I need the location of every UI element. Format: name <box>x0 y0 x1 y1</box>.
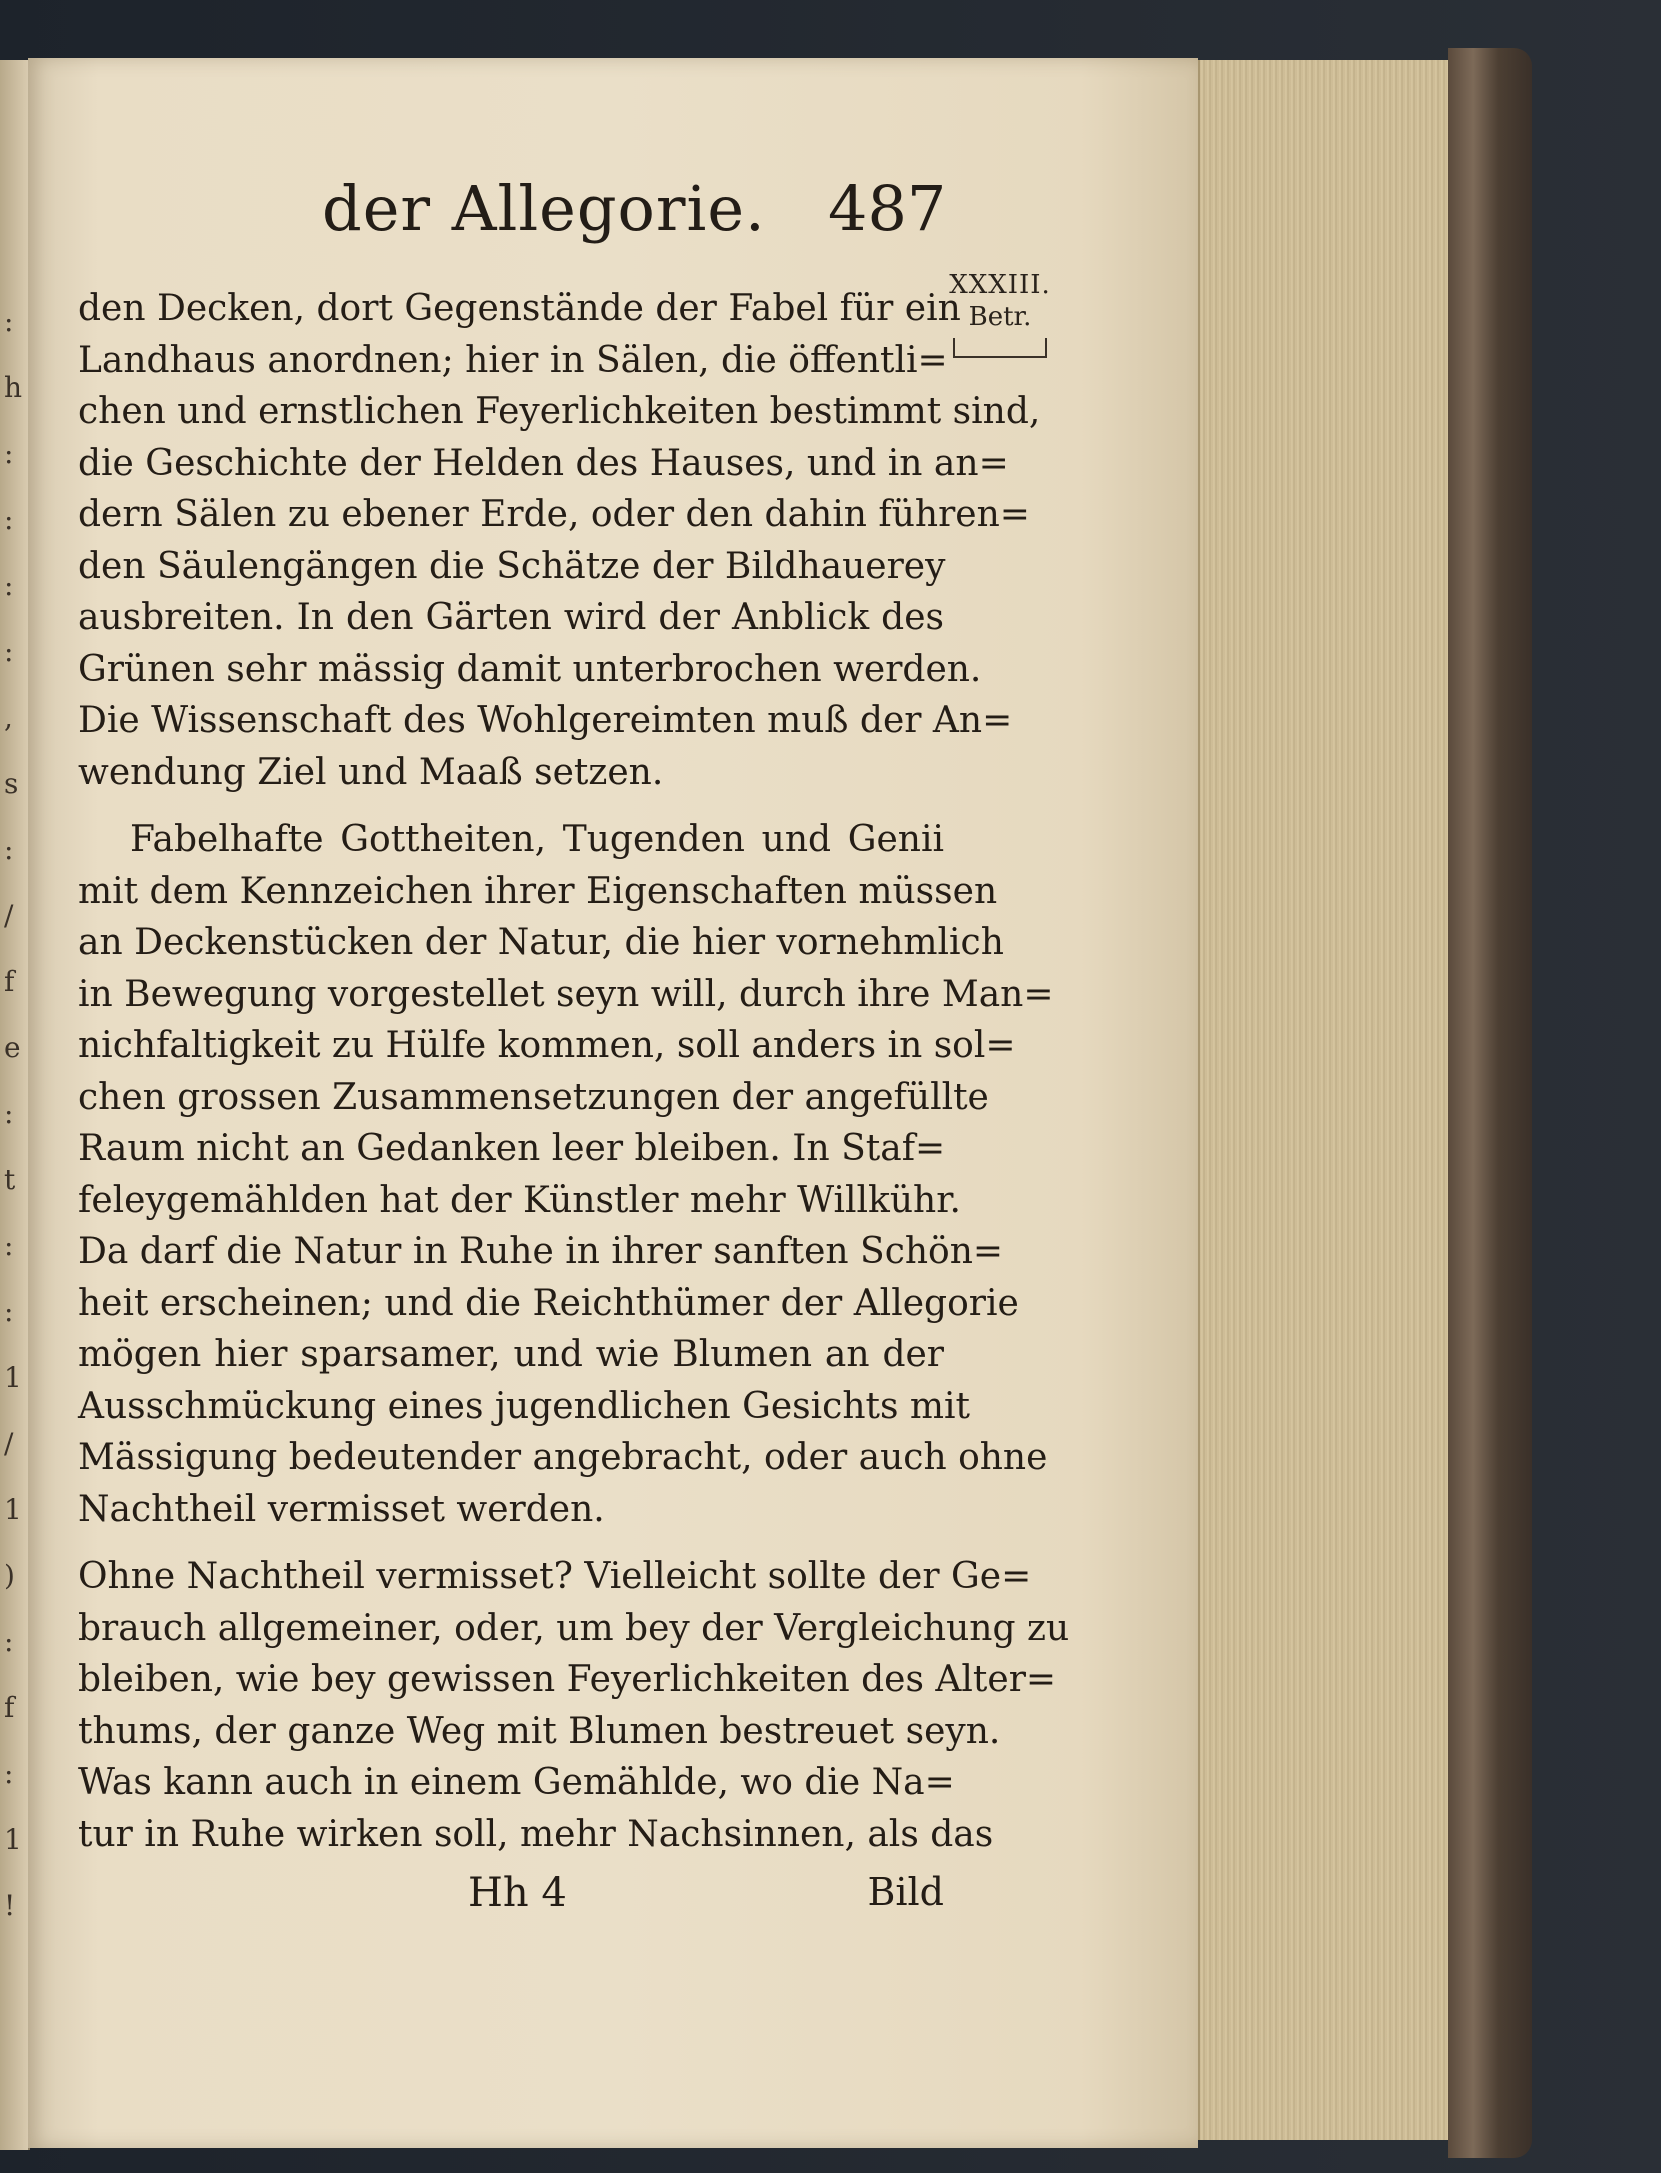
text-line: Grünen sehr mässig damit unterbrochen werden. <box>78 648 982 690</box>
gutter-letter: : <box>4 503 14 536</box>
gutter-letter: e <box>4 1031 21 1064</box>
text-line: chen und ernstlichen Feyerlichkeiten bestimmt sind, <box>78 391 1041 432</box>
facing-page-gutter-letters <box>0 60 28 2150</box>
gutter-letter: : <box>4 1229 14 1262</box>
text-line: brauch allgemeiner, oder, um bey der Vergleichung zu <box>78 1607 1070 1649</box>
paragraph <box>78 814 1054 1535</box>
text-line: in Bewegung vorgestellet seyn will, durch ihre Man= <box>78 973 1054 1015</box>
text-line: Nachtheil vermisset werden. <box>78 1488 605 1530</box>
text-line: tur in Ruhe wirken soll, mehr Nachsinnen, als das <box>78 1813 994 1855</box>
text-line: Raum nicht an Gedanken leer bleiben. In Staf= <box>78 1128 946 1169</box>
gutter-letter: : <box>4 1097 14 1130</box>
gutter-letter: : <box>4 569 14 602</box>
gutter-letter: / <box>4 899 14 932</box>
marginal-abbreviation: Betr. <box>968 302 1032 332</box>
running-title: der Allegorie. <box>322 172 766 245</box>
page-footer <box>78 1870 944 1930</box>
paragraph-gap <box>78 798 944 814</box>
gutter-letter: : <box>4 1625 14 1658</box>
text-line: den Decken, dort Gegenstände der Fabel für ein <box>78 288 961 329</box>
paragraph <box>78 1551 1070 1860</box>
text-line: chen grossen Zusammensetzungen der angefüllte <box>78 1076 989 1118</box>
text-line: an Deckenstücken der Natur, die hier vornehmlich <box>78 922 1004 963</box>
marginal-bracket <box>953 338 1047 358</box>
text-line: Da darf die Natur in Ruhe in ihrer sanften Schön= <box>78 1231 1004 1272</box>
page-block-edge <box>1198 60 1450 2140</box>
gutter-letter: 1 <box>4 1493 22 1526</box>
gutter-letter: ) <box>4 1559 15 1592</box>
gutter-letter: : <box>4 635 14 668</box>
gutter-letter: ! <box>4 1889 16 1922</box>
gutter-letter: : <box>4 305 14 338</box>
text-line: thums, der ganze Weg mit Blumen bestreuet seyn. <box>78 1710 1001 1752</box>
text-line: den Säulengängen die Schätze der Bildhauerey <box>78 545 946 587</box>
text-line: Fabelhafte Gottheiten, Tugenden und Genii <box>130 819 944 860</box>
page-header <box>60 172 960 262</box>
paragraph-gap <box>78 1535 944 1551</box>
text-line: heit erscheinen; und die Reichthümer der Allegorie <box>78 1282 1019 1324</box>
text-line: ausbreiten. In den Gärten wird der Anblick des <box>78 597 944 638</box>
text-line: feleygemählden hat der Künstler mehr Willkühr. <box>78 1179 961 1221</box>
gutter-letter: : <box>4 437 14 470</box>
gutter-letter: f <box>4 1691 15 1724</box>
marginal-number: XXXIII. <box>949 270 1051 300</box>
text-line: die Geschichte der Helden des Hauses, und in an= <box>78 442 1009 484</box>
text-line: Ausschmückung eines jugendlichen Gesichts mit <box>78 1385 971 1427</box>
gutter-letter: , <box>4 701 13 734</box>
gutter-letter: : <box>4 833 14 866</box>
gutter-letter: t <box>4 1163 16 1196</box>
text-line: Ohne Nachtheil vermisset? Vielleicht sollte der Ge= <box>78 1556 1032 1597</box>
signature-mark: Hh 4 <box>468 1870 567 1916</box>
text-line: Was kann auch in einem Gemählde, wo die Na= <box>78 1762 955 1803</box>
gutter-letter: / <box>4 1427 14 1460</box>
gutter-letter: : <box>4 1757 14 1790</box>
text-line: Die Wissenschaft des Wohlgereimten muß der An= <box>78 700 1013 741</box>
catchword: Bild <box>867 1870 944 1914</box>
gutter-letter: 1 <box>4 1361 22 1394</box>
text-line: Mässigung bedeutender angebracht, oder auch ohne <box>78 1437 1048 1478</box>
gutter-letter: h <box>4 371 23 404</box>
text-line: wendung Ziel und Maaß setzen. <box>78 751 664 793</box>
text-line: bleiben, wie bey gewissen Feyerlichkeiten des Alter= <box>78 1659 1057 1700</box>
book-cover <box>1448 48 1532 2158</box>
gutter-letter: f <box>4 965 15 998</box>
text-line: mit dem Kennzeichen ihrer Eigenschaften müssen <box>78 870 998 912</box>
gutter-letter: 1 <box>4 1823 22 1856</box>
text-line: dern Sälen zu ebener Erde, oder den dahin führen= <box>78 494 1030 535</box>
gutter-letter: : <box>4 1295 14 1328</box>
text-line: mögen hier sparsamer, und wie Blumen an der <box>78 1334 944 1375</box>
page-number: 487 <box>828 172 947 245</box>
text-line: nichfaltigkeit zu Hülfe kommen, soll anders in sol= <box>78 1025 1016 1066</box>
gutter-letter: s <box>4 767 19 800</box>
text-line: Landhaus anordnen; hier in Sälen, die öffentli= <box>78 339 948 381</box>
